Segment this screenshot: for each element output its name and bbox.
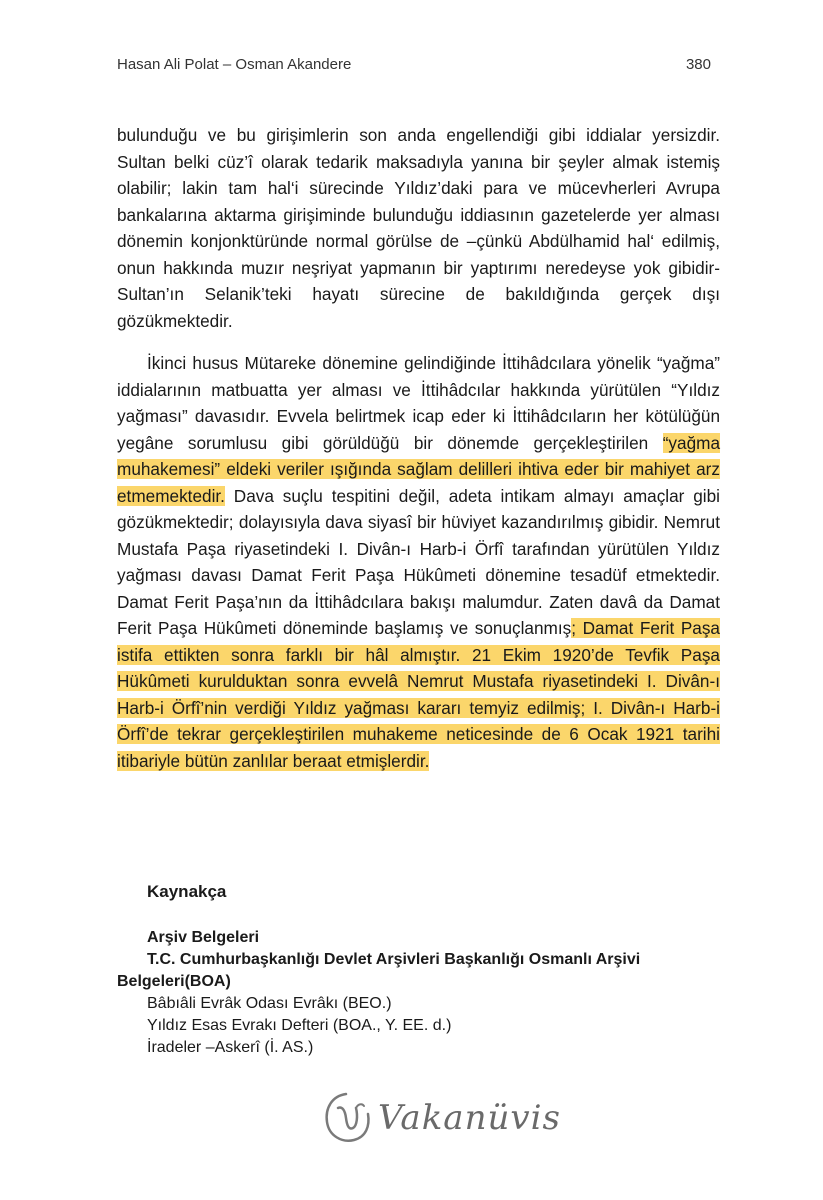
paragraph-2-text-2: Dava suçlu tespitini değil, adeta intikam almayı amaçlar gibi gözükmektedir; dolayısıyla dava siyasî bir hüviyet kazandırılmış gibidir. Nemrut Mustafa Paşa riyasetindeki I. Divân-ı Harb-i Örfî tarafından yürütülen Yıldız yağması davası Damat Ferit Paşa Hükûmeti dönemine tesadüf etmektedir. Damat Ferit Paşa’nın da İttihâdcılara bakışı malumdur. Zaten davâ da Damat Ferit Paşa Hükûmeti döneminde başlamış ve sonuçlanmış: [117, 485, 720, 638]
header-authors: Hasan Ali Polat – Osman Akandere: [117, 56, 352, 73]
reference-item: Bâbıâli Evrâk Odası Evrâkı (BEO.): [147, 995, 392, 1012]
logo-text: Vakanüvis: [378, 1098, 561, 1138]
reference-item: Yıldız Esas Evrakı Defteri (BOA., Y. EE. d.): [147, 1017, 452, 1034]
highlighted-passage-2: ; Damat Ferit Paşa istifa ettikten sonra farklı bir hâl almıştır. 21 Ekim 1920’de Tevfik Paşa Hükûmeti kurulduktan sonra evvelâ Nemrut Mustafa riyasetindeki I. Divân-ı Harb-i Örfî’nin verdiği Yıldız yağması kararı temyiz edilmiş; I. Divân-ı Harb-i Örfî’de tekrar gerçekleştirilen muhakeme neticesinde de 6 Ocak 1921 tarihi itibariyle bütün zanlılar beraat etmişlerdir.: [117, 618, 720, 771]
references-title: Kaynakça: [147, 882, 227, 901]
archive-name: T.C. Cumhurbaşkanlığı Devlet Arşivleri Başkanlığı Osmanlı Arşivi Belgeleri(BOA): [117, 951, 641, 990]
references-section: [117, 881, 720, 1059]
page-number: 380: [685, 56, 711, 73]
body-text: [117, 122, 720, 790]
logo-emblem-icon: [322, 1090, 372, 1146]
archive-subtitle: Arşiv Belgeleri: [147, 929, 260, 946]
paragraph-2-text-1: İkinci husus Mütareke dönemine gelindiğinde İttihâdcılara yönelik “yağma” iddialarının matbuatta yer alması ve İttihâdcılar hakkında yürütülen “Yıldız yağması” davasıdır. Evvela belirtmek icap eder ki İttihâdcıların her kötülüğün yegâne sorumlusu gibi görüldüğü bir dönemde gerçekleştirilen: [117, 353, 720, 453]
paragraph-1: bulunduğu ve bu girişimlerin son anda engellendiği gibi iddialar yersizdir. Sultan belki cüz’î olarak tedarik maksadıyla yanına bir şeyler almak istemiş olabilir; lakin tam hal‘i sürecinde Yıldız’daki para ve mücevherleri Avrupa bankalarına aktarma girişiminde bulunduğu iddiasının gazetelerde yer alması dönemin konjonktüründe normal görülse de –çünkü Abdülhamid hal‘ edilmiş, onun hakkında muzır neşriyat yapmanın bir yaptırımı neredeyse yok gibidir- Sultan’ın Selanik’teki hayatı sürecine de bakıldığında gerçek dışı gözükmektedir.: [117, 125, 720, 331]
reference-item: İradeler –Askerî (İ. AS.): [147, 1039, 314, 1056]
highlighted-passage-1: “yağma muhakemesi” eldeki veriler ışığında sağlam delilleri ihtiva eder bir mahiyet arz etmemektedir.: [117, 432, 720, 506]
page-header: [117, 56, 711, 73]
vakanuvis-logo: [322, 1090, 561, 1146]
paragraph-2: [117, 350, 720, 774]
